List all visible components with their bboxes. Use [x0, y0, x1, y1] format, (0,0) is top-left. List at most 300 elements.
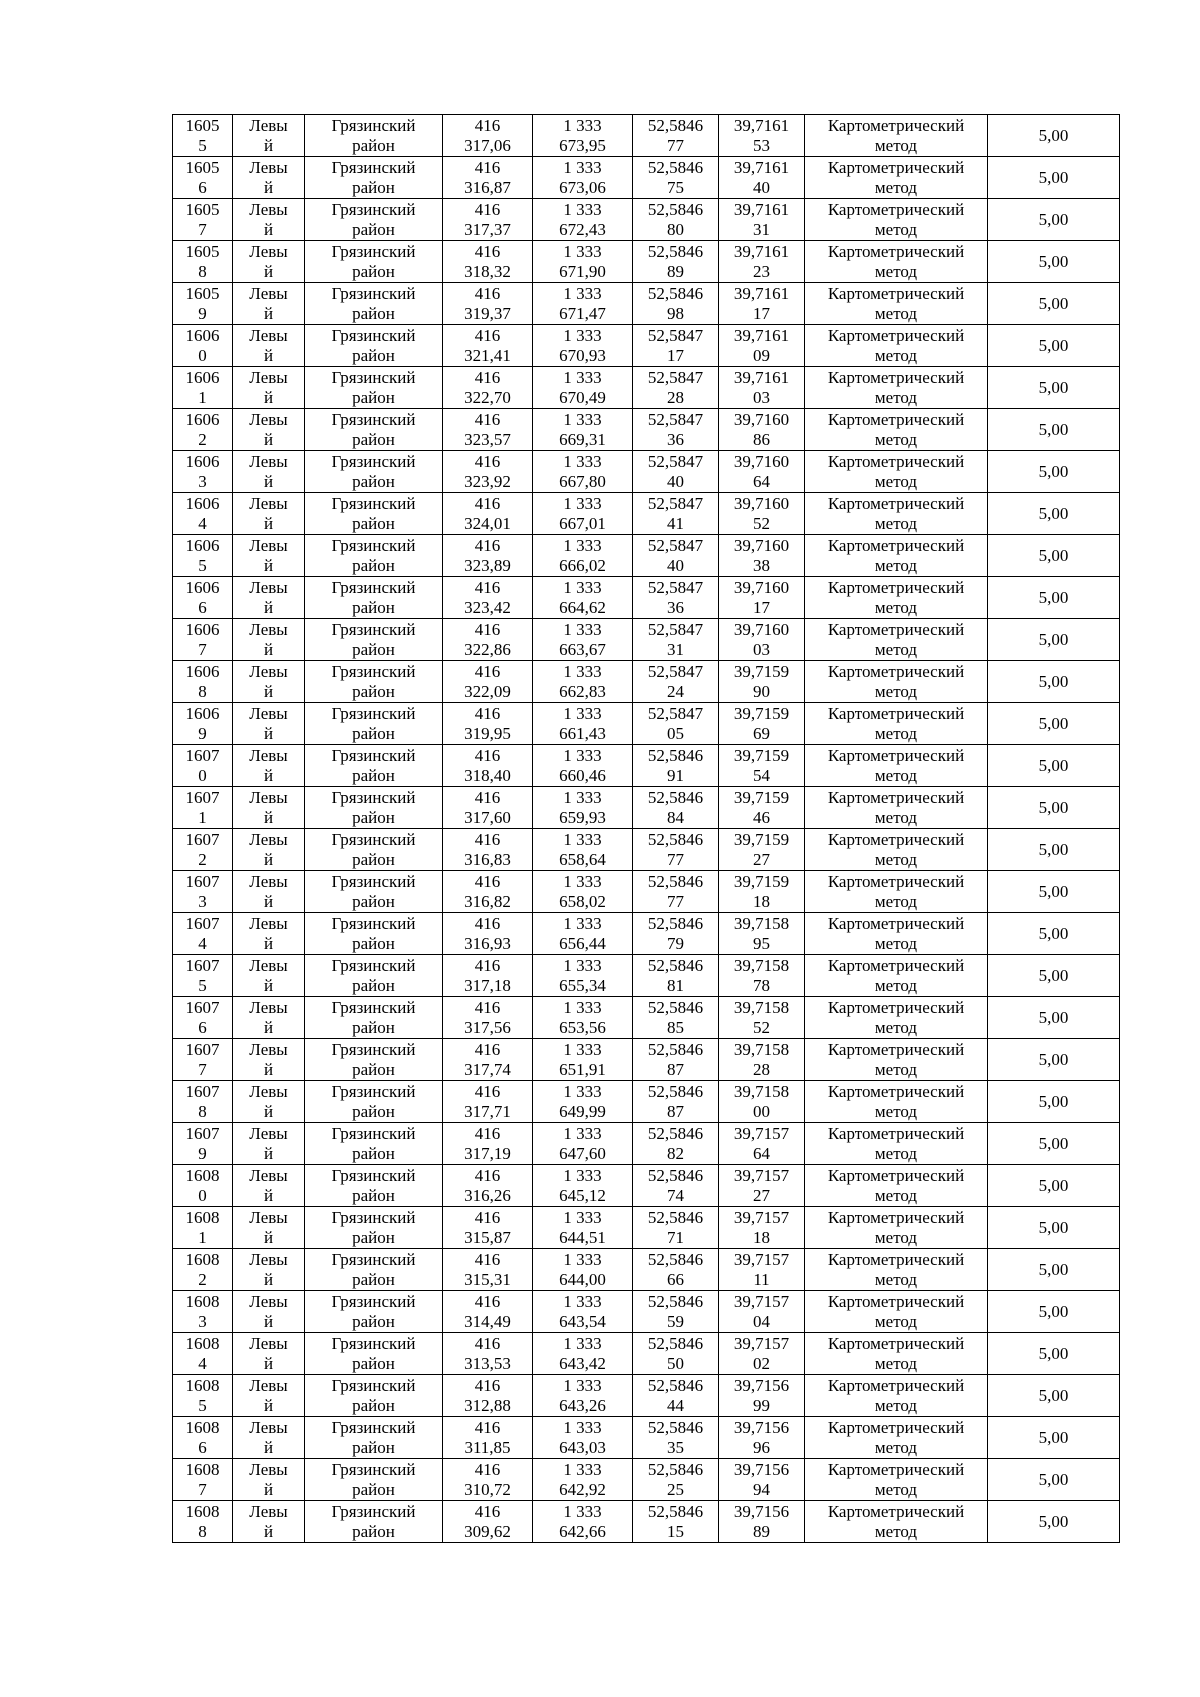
method-cell	[805, 157, 988, 199]
longitude-cell-line: 18	[753, 891, 770, 911]
bank-side-cell-line: й	[263, 891, 274, 911]
point-number-cell-line: 2	[198, 1269, 207, 1289]
bank-side-cell-line: Левы	[249, 115, 288, 135]
district-cell-line: Грязинский	[331, 1165, 416, 1185]
latitude-cell	[633, 1081, 719, 1123]
coord-y-cell-line: 643,42	[559, 1353, 606, 1373]
latitude-cell-line: 52,5846	[647, 1291, 704, 1311]
latitude-cell-line: 15	[667, 1521, 684, 1541]
coord-y-cell	[533, 1165, 633, 1207]
coord-y-cell-line: 643,54	[559, 1311, 606, 1331]
table-row	[173, 955, 1120, 997]
latitude-cell	[633, 493, 719, 535]
bank-side-cell-line: й	[263, 1059, 274, 1079]
coord-x-cell-line: 317,18	[464, 975, 511, 995]
coord-y-cell-line: 662,83	[559, 681, 606, 701]
bank-side-cell	[233, 157, 305, 199]
latitude-cell-line: 52,5846	[647, 1459, 704, 1479]
coord-y-cell-line: 1 333	[563, 1039, 602, 1059]
latitude-cell-line: 87	[667, 1059, 684, 1079]
district-cell	[305, 1123, 443, 1165]
coord-x-cell	[443, 1123, 533, 1165]
coord-x-cell	[443, 703, 533, 745]
bank-side-cell-line: Левы	[249, 1039, 288, 1059]
longitude-cell	[719, 1459, 805, 1501]
coord-y-cell	[533, 997, 633, 1039]
district-cell-line: Грязинский	[331, 1375, 416, 1395]
longitude-cell-line: 39,7158	[733, 913, 790, 933]
longitude-cell-line: 23	[753, 261, 770, 281]
point-number-cell-line: 1606	[185, 535, 220, 555]
longitude-cell-line: 39,7158	[733, 1039, 790, 1059]
method-cell-line: Картометрический	[827, 535, 965, 555]
latitude-cell-line: 52,5847	[647, 703, 704, 723]
longitude-cell-line: 02	[753, 1353, 770, 1373]
latitude-cell-line: 52,5846	[647, 115, 704, 135]
longitude-cell-line: 86	[753, 429, 770, 449]
latitude-cell	[633, 1291, 719, 1333]
coord-y-cell-line: 1 333	[563, 745, 602, 765]
latitude-cell	[633, 1039, 719, 1081]
accuracy-cell: 5,00	[988, 535, 1120, 577]
table-row	[173, 1081, 1120, 1123]
bank-side-cell-line: Левы	[249, 703, 288, 723]
coord-x-cell-line: 318,40	[464, 765, 511, 785]
longitude-cell-line: 04	[753, 1311, 770, 1331]
coord-x-cell-line: 416	[474, 1207, 501, 1227]
point-number-cell-line: 1606	[185, 367, 220, 387]
district-cell-line: район	[352, 1311, 395, 1331]
latitude-cell	[633, 1417, 719, 1459]
bank-side-cell	[233, 577, 305, 619]
district-cell	[305, 1291, 443, 1333]
district-cell	[305, 1375, 443, 1417]
district-cell-line: район	[352, 135, 395, 155]
bank-side-cell-line: Левы	[249, 955, 288, 975]
method-cell-line: метод	[874, 345, 918, 365]
accuracy-cell: 5,00	[988, 577, 1120, 619]
longitude-cell-line: 03	[753, 387, 770, 407]
coord-x-cell-line: 323,92	[464, 471, 511, 491]
longitude-cell-line: 17	[753, 597, 770, 617]
coord-y-cell	[533, 1291, 633, 1333]
longitude-cell-line: 39,7159	[733, 871, 790, 891]
method-cell-line: метод	[874, 975, 918, 995]
method-cell-line: метод	[874, 723, 918, 743]
coord-y-cell	[533, 619, 633, 661]
coord-x-cell	[443, 1081, 533, 1123]
point-number-cell-line: 5	[198, 975, 207, 995]
point-number-cell	[173, 1081, 233, 1123]
table-row	[173, 283, 1120, 325]
longitude-cell-line: 39,7157	[733, 1333, 790, 1353]
coord-y-cell	[533, 1207, 633, 1249]
coord-y-cell	[533, 745, 633, 787]
point-number-cell-line: 1606	[185, 703, 220, 723]
method-cell-line: Картометрический	[827, 871, 965, 891]
district-cell-line: Грязинский	[331, 1417, 416, 1437]
method-cell-line: Картометрический	[827, 1501, 965, 1521]
method-cell	[805, 409, 988, 451]
longitude-cell-line: 03	[753, 639, 770, 659]
district-cell	[305, 787, 443, 829]
point-number-cell-line: 1607	[185, 1123, 220, 1143]
coord-y-cell-line: 658,02	[559, 891, 606, 911]
bank-side-cell-line: Левы	[249, 325, 288, 345]
method-cell	[805, 955, 988, 997]
latitude-cell-line: 52,5846	[647, 241, 704, 261]
district-cell-line: район	[352, 303, 395, 323]
coord-x-cell-line: 323,42	[464, 597, 511, 617]
table-row	[173, 199, 1120, 241]
method-cell-line: Картометрический	[827, 1459, 965, 1479]
coord-y-cell-line: 1 333	[563, 661, 602, 681]
latitude-cell	[633, 1375, 719, 1417]
coord-y-cell-line: 1 333	[563, 955, 602, 975]
bank-side-cell-line: Левы	[249, 535, 288, 555]
latitude-cell-line: 77	[667, 891, 684, 911]
point-number-cell	[173, 745, 233, 787]
accuracy-cell: 5,00	[988, 367, 1120, 409]
point-number-cell-line: 2	[198, 849, 207, 869]
coord-x-cell-line: 322,86	[464, 639, 511, 659]
table-row	[173, 745, 1120, 787]
point-number-cell-line: 7	[198, 1479, 207, 1499]
coord-x-cell-line: 309,62	[464, 1521, 511, 1541]
method-cell-line: Картометрический	[827, 325, 965, 345]
coord-y-cell-line: 663,67	[559, 639, 606, 659]
coord-x-cell-line: 322,09	[464, 681, 511, 701]
coord-y-cell-line: 673,95	[559, 135, 606, 155]
point-number-cell-line: 1	[198, 387, 207, 407]
district-cell	[305, 577, 443, 619]
point-number-cell-line: 1607	[185, 997, 220, 1017]
bank-side-cell	[233, 661, 305, 703]
coord-x-cell-line: 316,82	[464, 891, 511, 911]
longitude-cell	[719, 997, 805, 1039]
bank-side-cell	[233, 451, 305, 493]
method-cell-line: метод	[874, 1059, 918, 1079]
longitude-cell	[719, 1123, 805, 1165]
point-number-cell-line: 1605	[185, 283, 220, 303]
coord-x-cell-line: 416	[474, 1501, 501, 1521]
point-number-cell	[173, 787, 233, 829]
accuracy-cell: 5,00	[988, 1249, 1120, 1291]
district-cell-line: Грязинский	[331, 1459, 416, 1479]
district-cell	[305, 325, 443, 367]
coord-x-cell-line: 416	[474, 577, 501, 597]
method-cell	[805, 997, 988, 1039]
bank-side-cell	[233, 1081, 305, 1123]
latitude-cell-line: 98	[667, 303, 684, 323]
bank-side-cell-line: й	[263, 1311, 274, 1331]
coord-x-cell-line: 317,71	[464, 1101, 511, 1121]
coord-x-cell	[443, 1459, 533, 1501]
coord-y-cell	[533, 577, 633, 619]
method-cell-line: Картометрический	[827, 1333, 965, 1353]
point-number-cell-line: 1608	[185, 1207, 220, 1227]
bank-side-cell-line: й	[263, 471, 274, 491]
bank-side-cell-line: й	[263, 429, 274, 449]
table-row	[173, 1333, 1120, 1375]
method-cell-line: метод	[874, 1437, 918, 1457]
bank-side-cell-line: Левы	[249, 1123, 288, 1143]
district-cell-line: район	[352, 1017, 395, 1037]
bank-side-cell-line: Левы	[249, 493, 288, 513]
coord-y-cell-line: 643,26	[559, 1395, 606, 1415]
longitude-cell-line: 39,7160	[733, 493, 790, 513]
coord-x-cell-line: 319,37	[464, 303, 511, 323]
longitude-cell	[719, 955, 805, 997]
accuracy-cell: 5,00	[988, 1165, 1120, 1207]
bank-side-cell-line: Левы	[249, 661, 288, 681]
longitude-cell-line: 39,7161	[733, 367, 790, 387]
latitude-cell-line: 77	[667, 849, 684, 869]
bank-side-cell-line: Левы	[249, 1375, 288, 1395]
accuracy-cell: 5,00	[988, 955, 1120, 997]
district-cell-line: район	[352, 387, 395, 407]
coord-x-cell-line: 416	[474, 703, 501, 723]
table-row	[173, 115, 1120, 157]
point-number-cell-line: 1607	[185, 871, 220, 891]
latitude-cell-line: 52,5846	[647, 1417, 704, 1437]
district-cell-line: район	[352, 891, 395, 911]
accuracy-cell: 5,00	[988, 997, 1120, 1039]
point-number-cell	[173, 955, 233, 997]
latitude-cell	[633, 955, 719, 997]
bank-side-cell	[233, 241, 305, 283]
accuracy-cell: 5,00	[988, 745, 1120, 787]
district-cell-line: район	[352, 1185, 395, 1205]
point-number-cell	[173, 829, 233, 871]
latitude-cell-line: 17	[667, 345, 684, 365]
bank-side-cell-line: й	[263, 639, 274, 659]
coord-y-cell-line: 672,43	[559, 219, 606, 239]
district-cell	[305, 1039, 443, 1081]
district-cell-line: район	[352, 177, 395, 197]
coord-y-cell-line: 661,43	[559, 723, 606, 743]
table-row	[173, 1501, 1120, 1543]
coord-x-cell	[443, 1039, 533, 1081]
longitude-cell-line: 39,7157	[733, 1123, 790, 1143]
point-number-cell-line: 3	[198, 891, 207, 911]
latitude-cell-line: 77	[667, 135, 684, 155]
longitude-cell-line: 39,7161	[733, 157, 790, 177]
bank-side-cell-line: Левы	[249, 1249, 288, 1269]
coord-x-cell-line: 314,49	[464, 1311, 511, 1331]
method-cell	[805, 913, 988, 955]
method-cell-line: метод	[874, 1227, 918, 1247]
latitude-cell-line: 52,5846	[647, 1039, 704, 1059]
coord-x-cell	[443, 871, 533, 913]
method-cell-line: Картометрический	[827, 1081, 965, 1101]
coord-x-cell-line: 311,85	[464, 1437, 511, 1457]
district-cell	[305, 115, 443, 157]
accuracy-cell: 5,00	[988, 1291, 1120, 1333]
method-cell-line: метод	[874, 1395, 918, 1415]
coord-y-cell	[533, 115, 633, 157]
longitude-cell	[719, 1333, 805, 1375]
latitude-cell	[633, 661, 719, 703]
latitude-cell-line: 52,5846	[647, 1123, 704, 1143]
district-cell-line: район	[352, 765, 395, 785]
district-cell	[305, 1501, 443, 1543]
latitude-cell	[633, 703, 719, 745]
table-row	[173, 1375, 1120, 1417]
coord-x-cell-line: 416	[474, 871, 501, 891]
method-cell-line: метод	[874, 681, 918, 701]
bank-side-cell-line: й	[263, 135, 274, 155]
coord-y-cell-line: 651,91	[559, 1059, 606, 1079]
coord-y-cell	[533, 913, 633, 955]
coord-x-cell	[443, 1165, 533, 1207]
coord-x-cell-line: 416	[474, 367, 501, 387]
bank-side-cell	[233, 1501, 305, 1543]
district-cell-line: Грязинский	[331, 493, 416, 513]
district-cell-line: Грязинский	[331, 241, 416, 261]
method-cell-line: Картометрический	[827, 1207, 965, 1227]
method-cell-line: метод	[874, 1101, 918, 1121]
point-number-cell-line: 8	[198, 681, 207, 701]
point-number-cell-line: 8	[198, 261, 207, 281]
bank-side-cell	[233, 325, 305, 367]
bank-side-cell-line: й	[263, 1395, 274, 1415]
latitude-cell	[633, 1249, 719, 1291]
accuracy-cell: 5,00	[988, 619, 1120, 661]
coord-x-cell-line: 416	[474, 1417, 501, 1437]
table-row	[173, 913, 1120, 955]
coord-x-cell-line: 416	[474, 1333, 501, 1353]
bank-side-cell	[233, 1333, 305, 1375]
bank-side-cell-line: Левы	[249, 745, 288, 765]
table-row	[173, 535, 1120, 577]
latitude-cell	[633, 1207, 719, 1249]
longitude-cell-line: 39,7159	[733, 745, 790, 765]
longitude-cell-line: 17	[753, 303, 770, 323]
method-cell-line: Картометрический	[827, 241, 965, 261]
coord-y-cell-line: 1 333	[563, 199, 602, 219]
longitude-cell-line: 39,7160	[733, 451, 790, 471]
coord-x-cell-line: 321,41	[464, 345, 511, 365]
latitude-cell	[633, 1123, 719, 1165]
coord-x-cell	[443, 451, 533, 493]
point-number-cell-line: 1606	[185, 619, 220, 639]
bank-side-cell-line: Левы	[249, 1165, 288, 1185]
bank-side-cell	[233, 367, 305, 409]
bank-side-cell	[233, 619, 305, 661]
coord-y-cell	[533, 1417, 633, 1459]
coord-y-cell	[533, 1333, 633, 1375]
district-cell-line: район	[352, 1395, 395, 1415]
method-cell	[805, 283, 988, 325]
bank-side-cell	[233, 535, 305, 577]
point-number-cell-line: 1607	[185, 745, 220, 765]
latitude-cell-line: 41	[667, 513, 684, 533]
table-row	[173, 829, 1120, 871]
longitude-cell	[719, 1249, 805, 1291]
coord-y-cell	[533, 241, 633, 283]
longitude-cell-line: 90	[753, 681, 770, 701]
longitude-cell-line: 39,7161	[733, 241, 790, 261]
latitude-cell-line: 84	[667, 807, 684, 827]
accuracy-cell: 5,00	[988, 493, 1120, 535]
latitude-cell-line: 25	[667, 1479, 684, 1499]
coord-y-cell-line: 1 333	[563, 1333, 602, 1353]
method-cell	[805, 1501, 988, 1543]
latitude-cell	[633, 199, 719, 241]
bank-side-cell-line: й	[263, 303, 274, 323]
bank-side-cell-line: й	[263, 723, 274, 743]
method-cell	[805, 1291, 988, 1333]
table-row	[173, 1291, 1120, 1333]
accuracy-cell: 5,00	[988, 325, 1120, 367]
table-row	[173, 157, 1120, 199]
bank-side-cell-line: Левы	[249, 451, 288, 471]
point-number-cell-line: 1606	[185, 661, 220, 681]
longitude-cell	[719, 661, 805, 703]
coord-x-cell-line: 416	[474, 913, 501, 933]
district-cell	[305, 1081, 443, 1123]
coord-x-cell-line: 312,88	[464, 1395, 511, 1415]
coord-y-cell-line: 1 333	[563, 1123, 602, 1143]
point-number-cell-line: 1607	[185, 787, 220, 807]
bank-side-cell	[233, 1123, 305, 1165]
coord-y-cell-line: 644,00	[559, 1269, 606, 1289]
latitude-cell	[633, 745, 719, 787]
point-number-cell-line: 0	[198, 345, 207, 365]
method-cell-line: Картометрический	[827, 1375, 965, 1395]
district-cell	[305, 1417, 443, 1459]
method-cell-line: Картометрический	[827, 577, 965, 597]
table-row	[173, 787, 1120, 829]
district-cell-line: район	[352, 555, 395, 575]
latitude-cell	[633, 325, 719, 367]
latitude-cell-line: 52,5847	[647, 577, 704, 597]
table-row	[173, 451, 1120, 493]
coord-y-cell-line: 1 333	[563, 1291, 602, 1311]
point-number-cell-line: 7	[198, 1059, 207, 1079]
point-number-cell-line: 1607	[185, 829, 220, 849]
method-cell-line: метод	[874, 1311, 918, 1331]
district-cell-line: Грязинский	[331, 1501, 416, 1521]
bank-side-cell-line: й	[263, 1353, 274, 1373]
bank-side-cell-line: й	[263, 1143, 274, 1163]
point-number-cell-line: 1605	[185, 199, 220, 219]
longitude-cell-line: 39,7160	[733, 535, 790, 555]
coord-y-cell-line: 1 333	[563, 787, 602, 807]
longitude-cell	[719, 745, 805, 787]
point-number-cell	[173, 1291, 233, 1333]
coord-x-cell	[443, 493, 533, 535]
bank-side-cell	[233, 787, 305, 829]
longitude-cell-line: 39,7159	[733, 703, 790, 723]
bank-side-cell-line: й	[263, 1185, 274, 1205]
longitude-cell-line: 96	[753, 1437, 770, 1457]
district-cell	[305, 1333, 443, 1375]
method-cell	[805, 1459, 988, 1501]
point-number-cell-line: 1605	[185, 115, 220, 135]
bank-side-cell-line: й	[263, 849, 274, 869]
bank-side-cell-line: й	[263, 1521, 274, 1541]
method-cell-line: Картометрический	[827, 661, 965, 681]
method-cell-line: метод	[874, 765, 918, 785]
district-cell-line: Грязинский	[331, 787, 416, 807]
coord-x-cell	[443, 1249, 533, 1291]
district-cell-line: район	[352, 849, 395, 869]
bank-side-cell	[233, 1165, 305, 1207]
bank-side-cell-line: Левы	[249, 1291, 288, 1311]
longitude-cell-line: 27	[753, 849, 770, 869]
